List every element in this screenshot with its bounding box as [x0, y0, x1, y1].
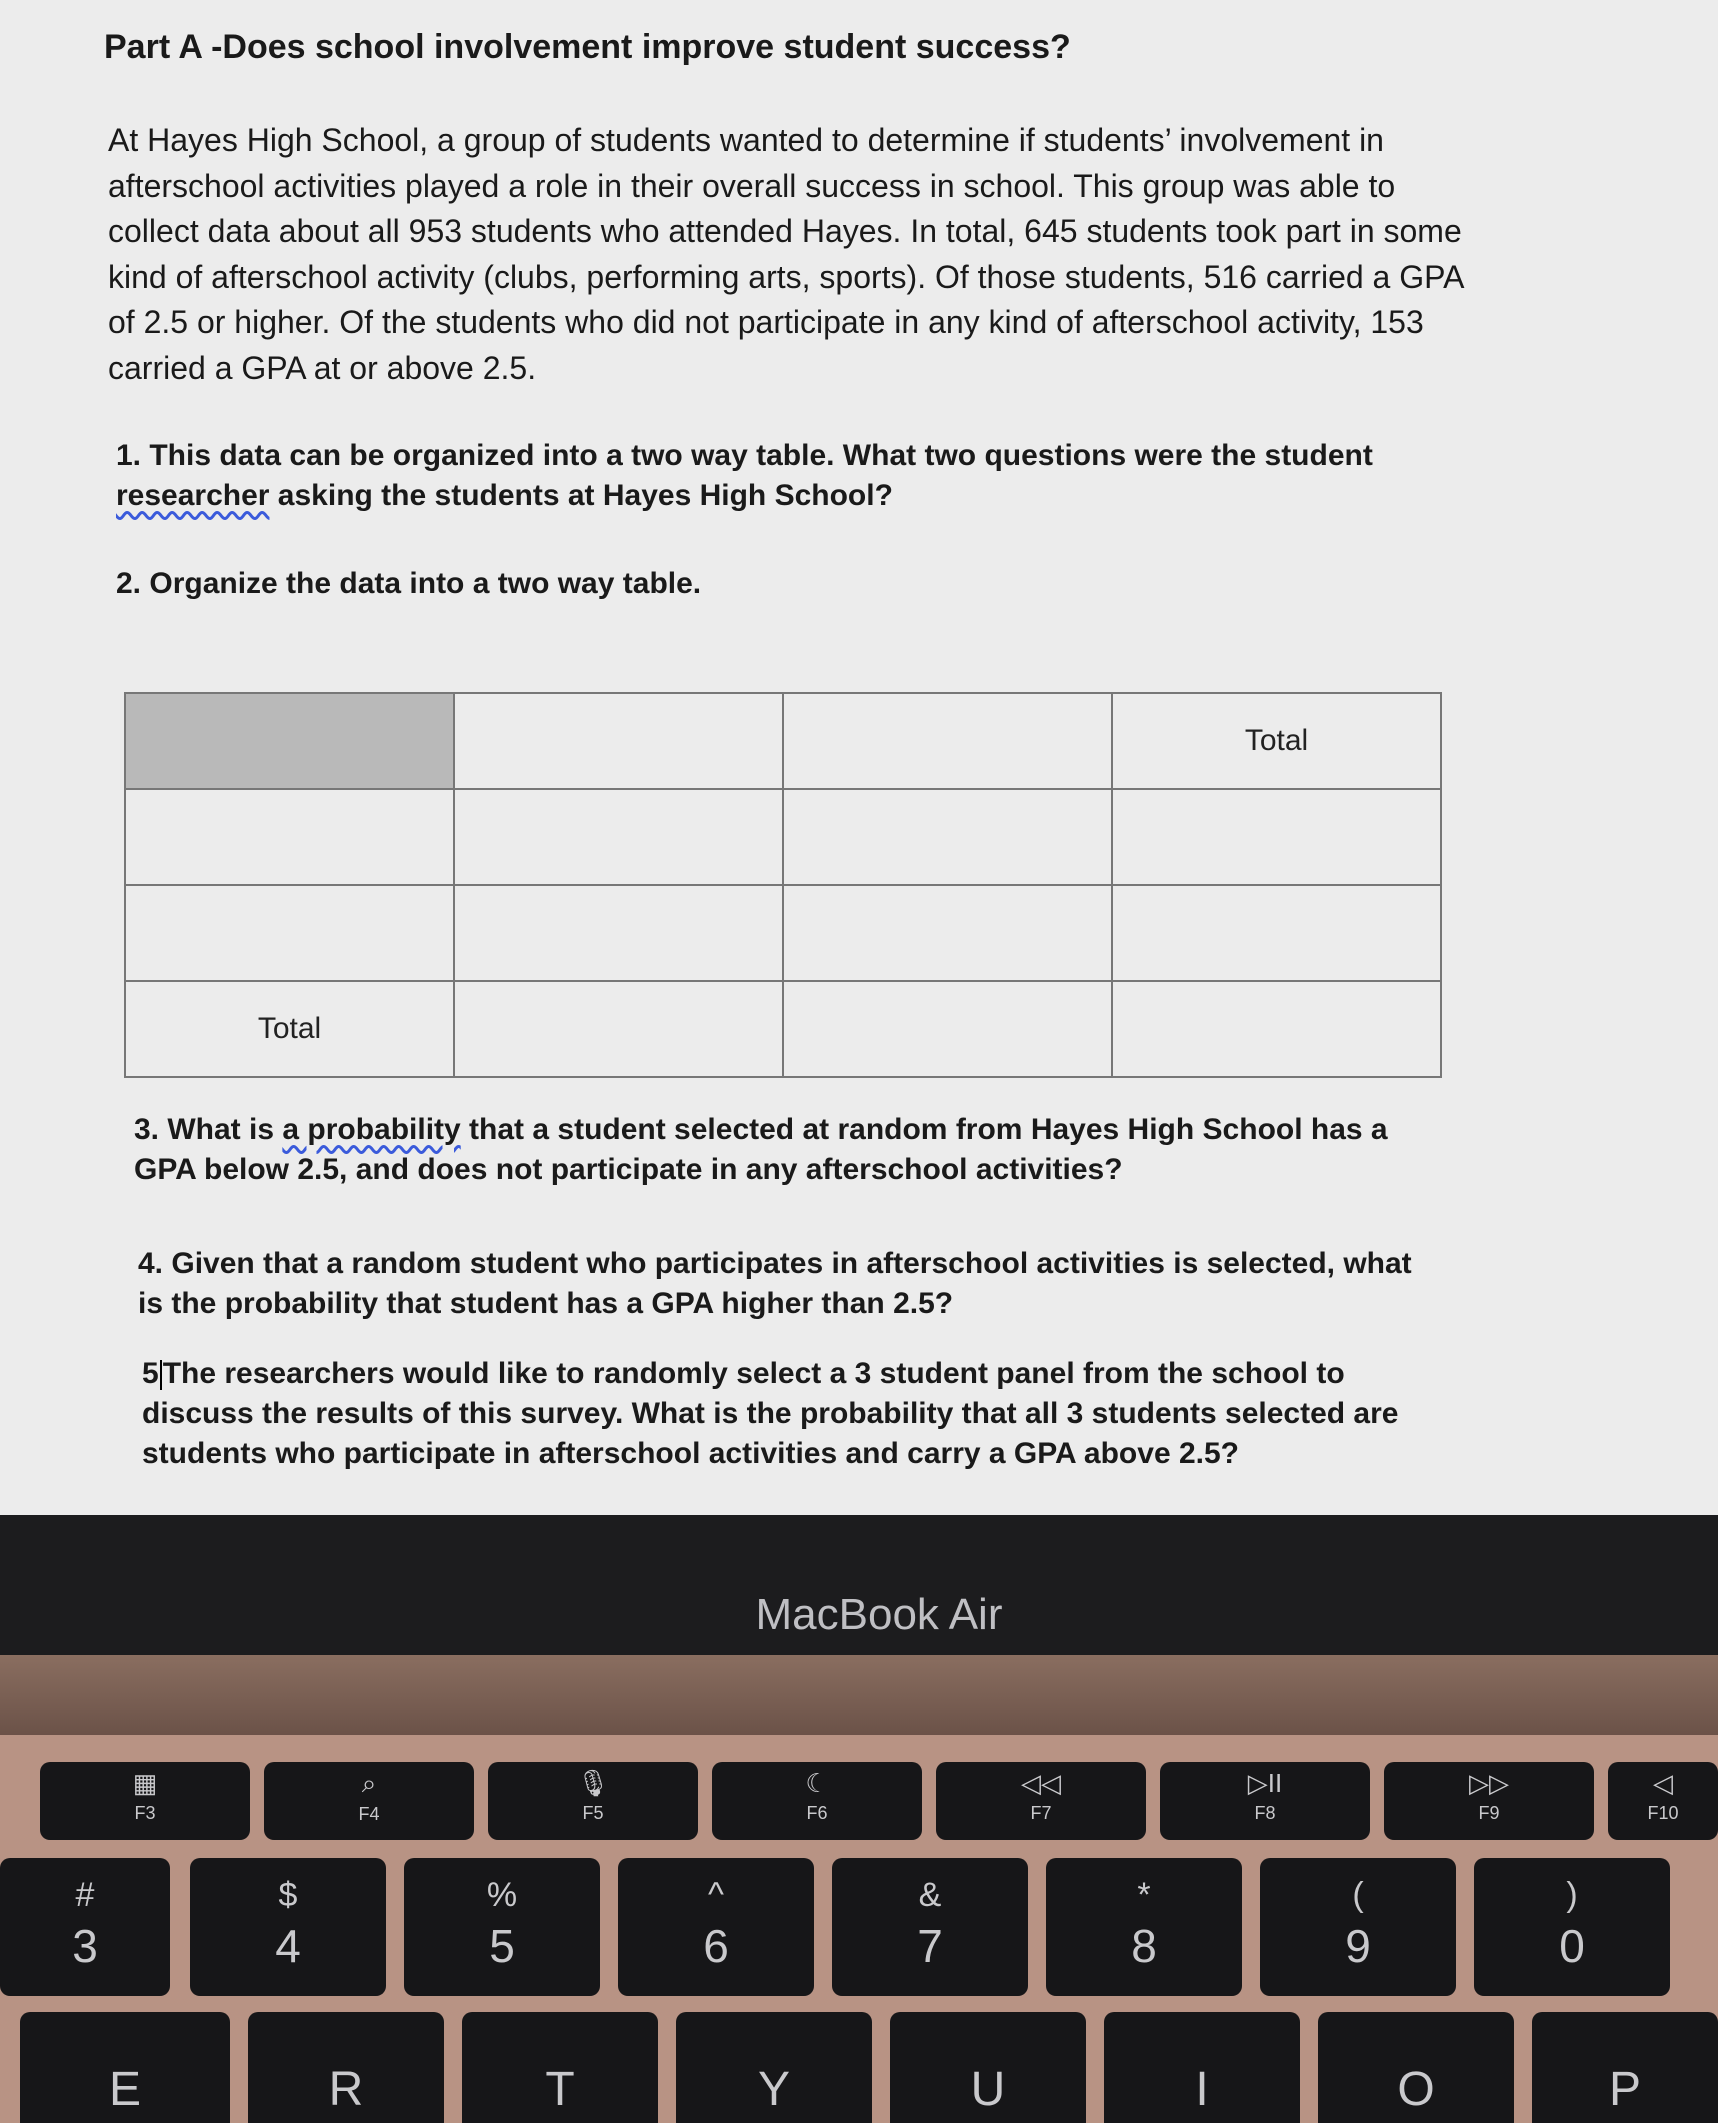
key-0[interactable]: [1474, 1858, 1670, 1996]
key-f10[interactable]: [1608, 1762, 1718, 1840]
two-way-table: [124, 692, 1442, 1078]
key-label: F8: [1254, 1803, 1276, 1823]
table-cell[interactable]: [454, 885, 783, 981]
question-3-text-start: 3. What is: [134, 1113, 283, 1146]
key-t[interactable]: [462, 2012, 658, 2123]
table-cell[interactable]: [1112, 885, 1441, 981]
table-cell[interactable]: [454, 693, 783, 789]
brand-label: MacBook Air: [755, 1590, 1003, 1639]
rewind-icon: ◁◁: [1021, 1768, 1061, 1798]
table-cell[interactable]: [454, 789, 783, 885]
key-f9[interactable]: [1384, 1762, 1594, 1840]
key-r[interactable]: [248, 2012, 444, 2123]
table-row: [125, 789, 1441, 885]
table-cell[interactable]: [783, 885, 1112, 981]
microphone-icon: 🎙: [576, 1768, 610, 1798]
key-number: 6: [703, 1920, 729, 1972]
table-row: [125, 693, 1441, 789]
key-3[interactable]: [0, 1858, 170, 1996]
key-letter: R: [328, 2063, 364, 2116]
key-f4[interactable]: [264, 1762, 474, 1840]
table-cell[interactable]: [783, 693, 1112, 789]
key-7[interactable]: [832, 1858, 1028, 1996]
key-symbol: $: [278, 1876, 298, 1914]
key-f3[interactable]: [40, 1762, 250, 1840]
key-8[interactable]: [1046, 1858, 1242, 1996]
question-1-text-end: asking the students at Hayes High School?: [269, 479, 893, 512]
table-cell[interactable]: [1112, 981, 1441, 1077]
key-o[interactable]: [1318, 2012, 1514, 2123]
key-symbol: *: [1137, 1876, 1151, 1914]
worksheet-title: Part A -Does school involvement improve student success?: [104, 28, 1071, 66]
key-i[interactable]: [1104, 2012, 1300, 2123]
question-5-number: 5: [142, 1357, 159, 1390]
key-number: 4: [275, 1920, 301, 1972]
table-row: [125, 885, 1441, 981]
search-icon: ⌕: [361, 1768, 377, 1798]
key-number: 7: [917, 1920, 943, 1972]
key-label: F6: [806, 1803, 828, 1823]
question-2: 2. Organize the data into a two way table.: [116, 567, 702, 600]
key-5[interactable]: [404, 1858, 600, 1996]
moon-icon: ☾: [805, 1768, 829, 1798]
key-letter: E: [108, 2063, 141, 2116]
key-symbol: ): [1566, 1876, 1578, 1914]
key-symbol: &: [918, 1876, 942, 1914]
play-pause-icon: ▷II: [1247, 1768, 1283, 1798]
table-cell[interactable]: [1112, 789, 1441, 885]
table-cell[interactable]: [125, 789, 454, 885]
key-4[interactable]: [190, 1858, 386, 1996]
table-cell[interactable]: [125, 885, 454, 981]
key-label: F7: [1030, 1803, 1052, 1823]
mute-icon: ◁: [1653, 1768, 1673, 1798]
key-symbol: ^: [708, 1876, 724, 1914]
table-header-total[interactable]: Total: [1112, 693, 1441, 789]
key-letter: Y: [757, 2063, 790, 2116]
intro-paragraph: At Hayes High School, a group of students wanted to determine if students’ involvement in afterschool activities played a role in their overall success in school. This group was able to collect data about all 953 students who attended Hayes. In total, 645 students took part in some kind of afterschool activity (clubs, performing arts, sports). Of those students, 516 carried a GPA of 2.5 or higher. Of the students who did not participate in any kind of afterschool activity, 153 carried a GPA at or above 2.5.: [108, 122, 1463, 386]
key-label: F5: [582, 1803, 604, 1823]
key-letter: T: [545, 2063, 575, 2116]
table-cell[interactable]: [454, 981, 783, 1077]
question-1-text-start: 1. This data can be organized into a two way table. What two questions were the student: [116, 439, 1373, 472]
question-5: [142, 1354, 1442, 1474]
mission-control-icon: ▦: [132, 1768, 158, 1798]
key-u[interactable]: [890, 2012, 1086, 2123]
key-f7[interactable]: [936, 1762, 1146, 1840]
key-number: 9: [1345, 1920, 1371, 1972]
key-letter: O: [1397, 2063, 1435, 2116]
laptop-hinge: [0, 1655, 1718, 1735]
key-e[interactable]: [20, 2012, 230, 2123]
key-symbol: #: [75, 1876, 95, 1914]
spellcheck-word-researcher[interactable]: researcher: [116, 479, 270, 512]
key-f6[interactable]: [712, 1762, 922, 1840]
key-label: F9: [1478, 1803, 1500, 1823]
key-label: F3: [134, 1803, 156, 1823]
key-letter: U: [970, 2063, 1006, 2116]
table-cell[interactable]: [783, 981, 1112, 1077]
question-1: [116, 436, 1466, 516]
key-y[interactable]: [676, 2012, 872, 2123]
text-cursor: [160, 1360, 162, 1390]
spellcheck-phrase-a-probability[interactable]: a probability: [282, 1113, 461, 1146]
key-label: F4: [358, 1804, 380, 1824]
table-cell[interactable]: [783, 789, 1112, 885]
question-3-text-end: that a student selected at random from Hayes High School has a GPA below 2.5, and does not participate in any afterschool activities?: [134, 1113, 1388, 1186]
key-6[interactable]: [618, 1858, 814, 1996]
table-row-header-total[interactable]: Total: [125, 981, 454, 1077]
key-9[interactable]: [1260, 1858, 1456, 1996]
key-letter: P: [1608, 2063, 1641, 2116]
key-p[interactable]: [1532, 2012, 1718, 2123]
key-letter: I: [1195, 2063, 1209, 2116]
question-4: 4. Given that a random student who participates in afterschool activities is selected, what is the probability that student has a GPA higher than 2.5?: [138, 1247, 1412, 1320]
question-5-text: The researchers would like to randomly select a 3 student panel from the school to discuss the results of this survey. What is the probability that all 3 students selected are students who participate in afterschool activities and carry a GPA above 2.5?: [142, 1357, 1399, 1470]
key-f5[interactable]: [488, 1762, 698, 1840]
fast-forward-icon: ▷▷: [1469, 1768, 1509, 1798]
table-row: [125, 981, 1441, 1077]
key-label: F10: [1647, 1803, 1679, 1823]
key-number: 5: [489, 1920, 515, 1972]
key-symbol: %: [486, 1876, 518, 1914]
key-number: 8: [1131, 1920, 1157, 1972]
key-symbol: (: [1352, 1876, 1364, 1914]
key-number: 3: [72, 1920, 98, 1972]
key-f8[interactable]: [1160, 1762, 1370, 1840]
question-3: [134, 1110, 1434, 1190]
key-number: 0: [1559, 1920, 1585, 1972]
table-cell-corner[interactable]: [125, 693, 454, 789]
